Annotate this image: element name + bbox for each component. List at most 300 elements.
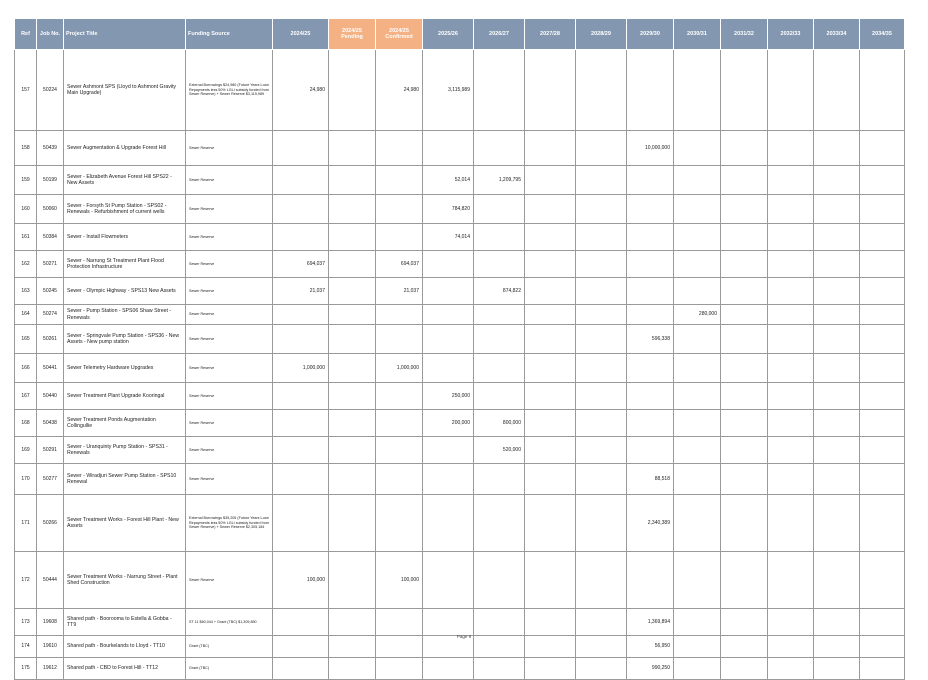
- amount-cell: [576, 278, 627, 305]
- amount-cell: [376, 224, 423, 251]
- amount-cell: [814, 495, 860, 552]
- amount-cell: [768, 251, 814, 278]
- amount-cell: 1,209,795: [474, 166, 525, 195]
- amount-cell: [423, 131, 474, 166]
- amount-cell: [273, 383, 329, 410]
- amount-cell: [474, 658, 525, 680]
- amount-cell: [674, 495, 721, 552]
- column-header: 2034/35: [860, 19, 905, 50]
- amount-cell: [814, 410, 860, 437]
- amount-cell: [423, 464, 474, 495]
- table-row: [15, 278, 905, 305]
- amount-cell: [860, 305, 905, 325]
- amount-cell: [860, 383, 905, 410]
- amount-cell: [814, 325, 860, 354]
- ref-cell: 161: [15, 224, 37, 251]
- amount-cell: [721, 410, 768, 437]
- project-title-cell: Shared path - Boorooma to Estella & Gobba - TT9: [64, 609, 186, 636]
- amount-cell: [474, 305, 525, 325]
- amount-cell: 694,037: [273, 251, 329, 278]
- amount-cell: [721, 50, 768, 131]
- amount-cell: [674, 410, 721, 437]
- job-number-cell: 50439: [37, 131, 64, 166]
- amount-cell: [329, 552, 376, 609]
- amount-cell: [768, 354, 814, 383]
- amount-cell: [721, 437, 768, 464]
- amount-cell: [768, 410, 814, 437]
- amount-cell: [627, 278, 674, 305]
- amount-cell: [423, 251, 474, 278]
- amount-cell: [329, 354, 376, 383]
- job-number-cell: 50266: [37, 495, 64, 552]
- amount-cell: [525, 354, 576, 383]
- amount-cell: 21,037: [376, 278, 423, 305]
- amount-cell: 88,518: [627, 464, 674, 495]
- amount-cell: [525, 495, 576, 552]
- funding-source-cell: Sewer Reserve: [186, 278, 273, 305]
- amount-cell: 56,950: [627, 636, 674, 658]
- amount-cell: [474, 383, 525, 410]
- amount-cell: [576, 495, 627, 552]
- table-row: [15, 305, 905, 325]
- job-number-cell: 50199: [37, 166, 64, 195]
- amount-cell: [576, 464, 627, 495]
- amount-cell: [576, 383, 627, 410]
- amount-cell: 520,000: [474, 437, 525, 464]
- job-number-cell: 19608: [37, 609, 64, 636]
- amount-cell: [423, 658, 474, 680]
- amount-cell: 1,000,000: [376, 354, 423, 383]
- capital-works-table-container: [14, 18, 904, 680]
- table-row: [15, 224, 905, 251]
- table-row: [15, 195, 905, 224]
- column-header: Job No.: [37, 19, 64, 50]
- project-title-cell: Sewer - Wiradjuri Sewer Pump Station - SPS10 Renewal: [64, 464, 186, 495]
- amount-cell: [674, 437, 721, 464]
- job-number-cell: 19610: [37, 636, 64, 658]
- table-header-row: [15, 19, 905, 50]
- amount-cell: [525, 383, 576, 410]
- amount-cell: [423, 552, 474, 609]
- project-title-cell: Sewer Treatment Ponds Augmentation Collingullie: [64, 410, 186, 437]
- amount-cell: [814, 305, 860, 325]
- funding-source-cell: Grant (TBC): [186, 636, 273, 658]
- column-header: Ref: [15, 19, 37, 50]
- funding-source-cell: Sewer Reserve: [186, 305, 273, 325]
- amount-cell: [674, 278, 721, 305]
- job-number-cell: 50277: [37, 464, 64, 495]
- amount-cell: [721, 495, 768, 552]
- amount-cell: [525, 609, 576, 636]
- amount-cell: [721, 224, 768, 251]
- project-title-cell: Sewer Augmentation & Upgrade Forest Hill: [64, 131, 186, 166]
- table-row: [15, 609, 905, 636]
- amount-cell: [576, 305, 627, 325]
- amount-cell: [329, 658, 376, 680]
- amount-cell: 200,000: [423, 410, 474, 437]
- amount-cell: [674, 464, 721, 495]
- amount-cell: [721, 195, 768, 224]
- amount-cell: [376, 305, 423, 325]
- amount-cell: [721, 609, 768, 636]
- ref-cell: 170: [15, 464, 37, 495]
- ref-cell: 171: [15, 495, 37, 552]
- amount-cell: [525, 278, 576, 305]
- job-number-cell: 50245: [37, 278, 64, 305]
- table-body: [15, 50, 905, 680]
- amount-cell: [329, 166, 376, 195]
- amount-cell: [423, 609, 474, 636]
- column-header: 2033/34: [814, 19, 860, 50]
- amount-cell: [329, 464, 376, 495]
- amount-cell: [525, 464, 576, 495]
- project-title-cell: Sewer Ashmont SPS (Lloyd to Ashmont Gravity Main Upgrade): [64, 50, 186, 131]
- table-row: [15, 464, 905, 495]
- amount-cell: [627, 224, 674, 251]
- funding-source-cell: Sewer Reserve: [186, 224, 273, 251]
- amount-cell: [423, 278, 474, 305]
- amount-cell: [814, 464, 860, 495]
- amount-cell: [576, 325, 627, 354]
- project-title-cell: Sewer - Install Flowmeters: [64, 224, 186, 251]
- amount-cell: [860, 251, 905, 278]
- amount-cell: [814, 195, 860, 224]
- job-number-cell: 50444: [37, 552, 64, 609]
- amount-cell: [721, 464, 768, 495]
- table-row: [15, 131, 905, 166]
- amount-cell: [768, 464, 814, 495]
- job-number-cell: 50440: [37, 383, 64, 410]
- amount-cell: [860, 552, 905, 609]
- amount-cell: [329, 50, 376, 131]
- table-row: [15, 325, 905, 354]
- amount-cell: [814, 278, 860, 305]
- amount-cell: [525, 251, 576, 278]
- amount-cell: 800,000: [474, 410, 525, 437]
- job-number-cell: 50224: [37, 50, 64, 131]
- funding-source-cell: External Borrowings $24,980 (Future Years Loan Repayments less 50% LGLI subsidy funded from Sewer Reserve) + Sewer Reserve $3,115,989: [186, 50, 273, 131]
- column-header: 2030/31: [674, 19, 721, 50]
- amount-cell: [329, 325, 376, 354]
- amount-cell: 250,000: [423, 383, 474, 410]
- amount-cell: [627, 251, 674, 278]
- amount-cell: [423, 305, 474, 325]
- amount-cell: [329, 131, 376, 166]
- funding-source-cell: Sewer Reserve: [186, 354, 273, 383]
- table-row: [15, 383, 905, 410]
- job-number-cell: 50274: [37, 305, 64, 325]
- column-header: 2024/25: [273, 19, 329, 50]
- amount-cell: [674, 552, 721, 609]
- amount-cell: [721, 166, 768, 195]
- column-header: 2026/27: [474, 19, 525, 50]
- amount-cell: 24,980: [376, 50, 423, 131]
- amount-cell: [576, 195, 627, 224]
- amount-cell: [627, 305, 674, 325]
- table-row: [15, 495, 905, 552]
- job-number-cell: 50271: [37, 251, 64, 278]
- column-header: 2032/33: [768, 19, 814, 50]
- project-title-cell: Sewer - Olympic Highway - SPS13 New Assets: [64, 278, 186, 305]
- amount-cell: [674, 325, 721, 354]
- amount-cell: [423, 495, 474, 552]
- amount-cell: [329, 278, 376, 305]
- amount-cell: [768, 305, 814, 325]
- amount-cell: [474, 609, 525, 636]
- amount-cell: [674, 609, 721, 636]
- amount-cell: 596,338: [627, 325, 674, 354]
- amount-cell: [525, 166, 576, 195]
- amount-cell: [814, 609, 860, 636]
- amount-cell: [814, 354, 860, 383]
- amount-cell: [576, 354, 627, 383]
- ref-cell: 157: [15, 50, 37, 131]
- amount-cell: 280,000: [674, 305, 721, 325]
- ref-cell: 174: [15, 636, 37, 658]
- funding-source-cell: Sewer Reserve: [186, 166, 273, 195]
- ref-cell: 158: [15, 131, 37, 166]
- funding-source-cell: Sewer Reserve: [186, 552, 273, 609]
- amount-cell: [273, 658, 329, 680]
- table-row: [15, 354, 905, 383]
- amount-cell: [627, 437, 674, 464]
- amount-cell: 21,037: [273, 278, 329, 305]
- amount-cell: 74,014: [423, 224, 474, 251]
- job-number-cell: 50060: [37, 195, 64, 224]
- project-title-cell: Sewer Treatment Works - Narrung Street - Plant Shed Construction: [64, 552, 186, 609]
- amount-cell: [674, 251, 721, 278]
- amount-cell: [627, 195, 674, 224]
- amount-cell: [474, 50, 525, 131]
- amount-cell: [721, 131, 768, 166]
- ref-cell: 168: [15, 410, 37, 437]
- project-title-cell: Shared path - Bourkelands to Lloyd - TT10: [64, 636, 186, 658]
- amount-cell: [627, 383, 674, 410]
- amount-cell: [814, 50, 860, 131]
- amount-cell: [674, 658, 721, 680]
- amount-cell: [860, 166, 905, 195]
- amount-cell: [627, 166, 674, 195]
- funding-source-cell: Sewer Reserve: [186, 325, 273, 354]
- amount-cell: [474, 131, 525, 166]
- amount-cell: [474, 354, 525, 383]
- amount-cell: [273, 195, 329, 224]
- amount-cell: [273, 437, 329, 464]
- column-header: 2025/26: [423, 19, 474, 50]
- table-row: [15, 251, 905, 278]
- amount-cell: [860, 464, 905, 495]
- amount-cell: [273, 305, 329, 325]
- project-title-cell: Sewer Treatment Works - Forest Hill Plant - New Assets: [64, 495, 186, 552]
- amount-cell: [768, 437, 814, 464]
- amount-cell: [721, 354, 768, 383]
- amount-cell: [674, 224, 721, 251]
- amount-cell: [474, 325, 525, 354]
- funding-source-cell: Sewer Reserve: [186, 251, 273, 278]
- amount-cell: [768, 195, 814, 224]
- ref-cell: 172: [15, 552, 37, 609]
- amount-cell: [329, 437, 376, 464]
- column-header: 2028/29: [576, 19, 627, 50]
- column-header: 2029/30: [627, 19, 674, 50]
- job-number-cell: 50384: [37, 224, 64, 251]
- amount-cell: [525, 658, 576, 680]
- amount-cell: [814, 251, 860, 278]
- amount-cell: [627, 410, 674, 437]
- amount-cell: [860, 609, 905, 636]
- amount-cell: [576, 131, 627, 166]
- amount-cell: [273, 464, 329, 495]
- ref-cell: 165: [15, 325, 37, 354]
- amount-cell: 24,980: [273, 50, 329, 131]
- amount-cell: [860, 410, 905, 437]
- amount-cell: [273, 131, 329, 166]
- amount-cell: [768, 658, 814, 680]
- amount-cell: [525, 50, 576, 131]
- amount-cell: 10,000,000: [627, 131, 674, 166]
- job-number-cell: 19612: [37, 658, 64, 680]
- amount-cell: [525, 195, 576, 224]
- amount-cell: [814, 658, 860, 680]
- amount-cell: [576, 50, 627, 131]
- ref-cell: 175: [15, 658, 37, 680]
- job-number-cell: 50438: [37, 410, 64, 437]
- funding-source-cell: Grant (TBC): [186, 658, 273, 680]
- amount-cell: [423, 325, 474, 354]
- amount-cell: [576, 609, 627, 636]
- amount-cell: [474, 552, 525, 609]
- column-header: 2031/32: [721, 19, 768, 50]
- amount-cell: [860, 437, 905, 464]
- funding-source-cell: Sewer Reserve: [186, 410, 273, 437]
- column-header: Project Title: [64, 19, 186, 50]
- funding-source-cell: External Borrowings $35,205 (Future Years Loan Repayments less 50% LGLI subsidy funded from Sewer Reserve) + Sewer Reserve $2,305,184: [186, 495, 273, 552]
- amount-cell: [674, 50, 721, 131]
- amount-cell: [376, 383, 423, 410]
- amount-cell: [576, 224, 627, 251]
- table-row: [15, 166, 905, 195]
- column-header: Funding Source: [186, 19, 273, 50]
- amount-cell: [376, 325, 423, 354]
- job-number-cell: 50261: [37, 325, 64, 354]
- amount-cell: [674, 383, 721, 410]
- amount-cell: [721, 325, 768, 354]
- amount-cell: [376, 131, 423, 166]
- table-row: [15, 50, 905, 131]
- amount-cell: [576, 410, 627, 437]
- project-title-cell: Sewer - Uranquinty Pump Station - SPS31 - Renewals: [64, 437, 186, 464]
- capital-works-table: [14, 18, 905, 680]
- amount-cell: [474, 251, 525, 278]
- amount-cell: [768, 495, 814, 552]
- amount-cell: 874,822: [474, 278, 525, 305]
- ref-cell: 160: [15, 195, 37, 224]
- project-title-cell: Sewer - Elizabeth Avenue Forest Hill SPS22 - New Assets: [64, 166, 186, 195]
- amount-cell: [860, 131, 905, 166]
- ref-cell: 167: [15, 383, 37, 410]
- amount-cell: [627, 50, 674, 131]
- amount-cell: [525, 131, 576, 166]
- amount-cell: [376, 166, 423, 195]
- funding-source-cell: Sewer Reserve: [186, 464, 273, 495]
- ref-cell: 162: [15, 251, 37, 278]
- amount-cell: [376, 464, 423, 495]
- amount-cell: [768, 383, 814, 410]
- funding-source-cell: Sewer Reserve: [186, 195, 273, 224]
- amount-cell: 52,014: [423, 166, 474, 195]
- amount-cell: [814, 552, 860, 609]
- amount-cell: [273, 166, 329, 195]
- amount-cell: [376, 437, 423, 464]
- amount-cell: [525, 410, 576, 437]
- table-row: [15, 410, 905, 437]
- amount-cell: 3,115,989: [423, 50, 474, 131]
- amount-cell: [627, 552, 674, 609]
- amount-cell: [768, 50, 814, 131]
- amount-cell: [273, 224, 329, 251]
- project-title-cell: Sewer - Pump Station - SPS06 Shaw Street - Renewals: [64, 305, 186, 325]
- amount-cell: [627, 354, 674, 383]
- amount-cell: [768, 224, 814, 251]
- amount-cell: [674, 166, 721, 195]
- amount-cell: [376, 658, 423, 680]
- ref-cell: 169: [15, 437, 37, 464]
- amount-cell: [674, 131, 721, 166]
- amount-cell: [329, 609, 376, 636]
- amount-cell: 2,340,389: [627, 495, 674, 552]
- amount-cell: [474, 224, 525, 251]
- amount-cell: 990,250: [627, 658, 674, 680]
- ref-cell: 166: [15, 354, 37, 383]
- amount-cell: [329, 410, 376, 437]
- amount-cell: [525, 305, 576, 325]
- amount-cell: [273, 410, 329, 437]
- funding-source-cell: Sewer Reserve: [186, 383, 273, 410]
- amount-cell: [525, 552, 576, 609]
- amount-cell: [814, 224, 860, 251]
- amount-cell: [860, 354, 905, 383]
- table-row: [15, 437, 905, 464]
- amount-cell: [768, 609, 814, 636]
- amount-cell: [329, 495, 376, 552]
- amount-cell: 1,000,000: [273, 354, 329, 383]
- column-header: 2024/25 Pending: [329, 19, 376, 50]
- amount-cell: [525, 325, 576, 354]
- amount-cell: [576, 437, 627, 464]
- amount-cell: [814, 437, 860, 464]
- job-number-cell: 50441: [37, 354, 64, 383]
- amount-cell: [525, 437, 576, 464]
- funding-source-cell: Sewer Reserve: [186, 131, 273, 166]
- amount-cell: [273, 609, 329, 636]
- amount-cell: [860, 658, 905, 680]
- amount-cell: [814, 383, 860, 410]
- project-title-cell: Sewer Telemetry Hardware Upgrades: [64, 354, 186, 383]
- amount-cell: [329, 305, 376, 325]
- amount-cell: [423, 437, 474, 464]
- amount-cell: [273, 325, 329, 354]
- amount-cell: [768, 166, 814, 195]
- amount-cell: [474, 195, 525, 224]
- ref-cell: 163: [15, 278, 37, 305]
- amount-cell: [376, 609, 423, 636]
- job-number-cell: 50291: [37, 437, 64, 464]
- funding-source-cell: ST 11 $60,044 + Grant (TBC) $1,309,850: [186, 609, 273, 636]
- amount-cell: [423, 354, 474, 383]
- ref-cell: 173: [15, 609, 37, 636]
- amount-cell: [768, 278, 814, 305]
- amount-cell: [860, 50, 905, 131]
